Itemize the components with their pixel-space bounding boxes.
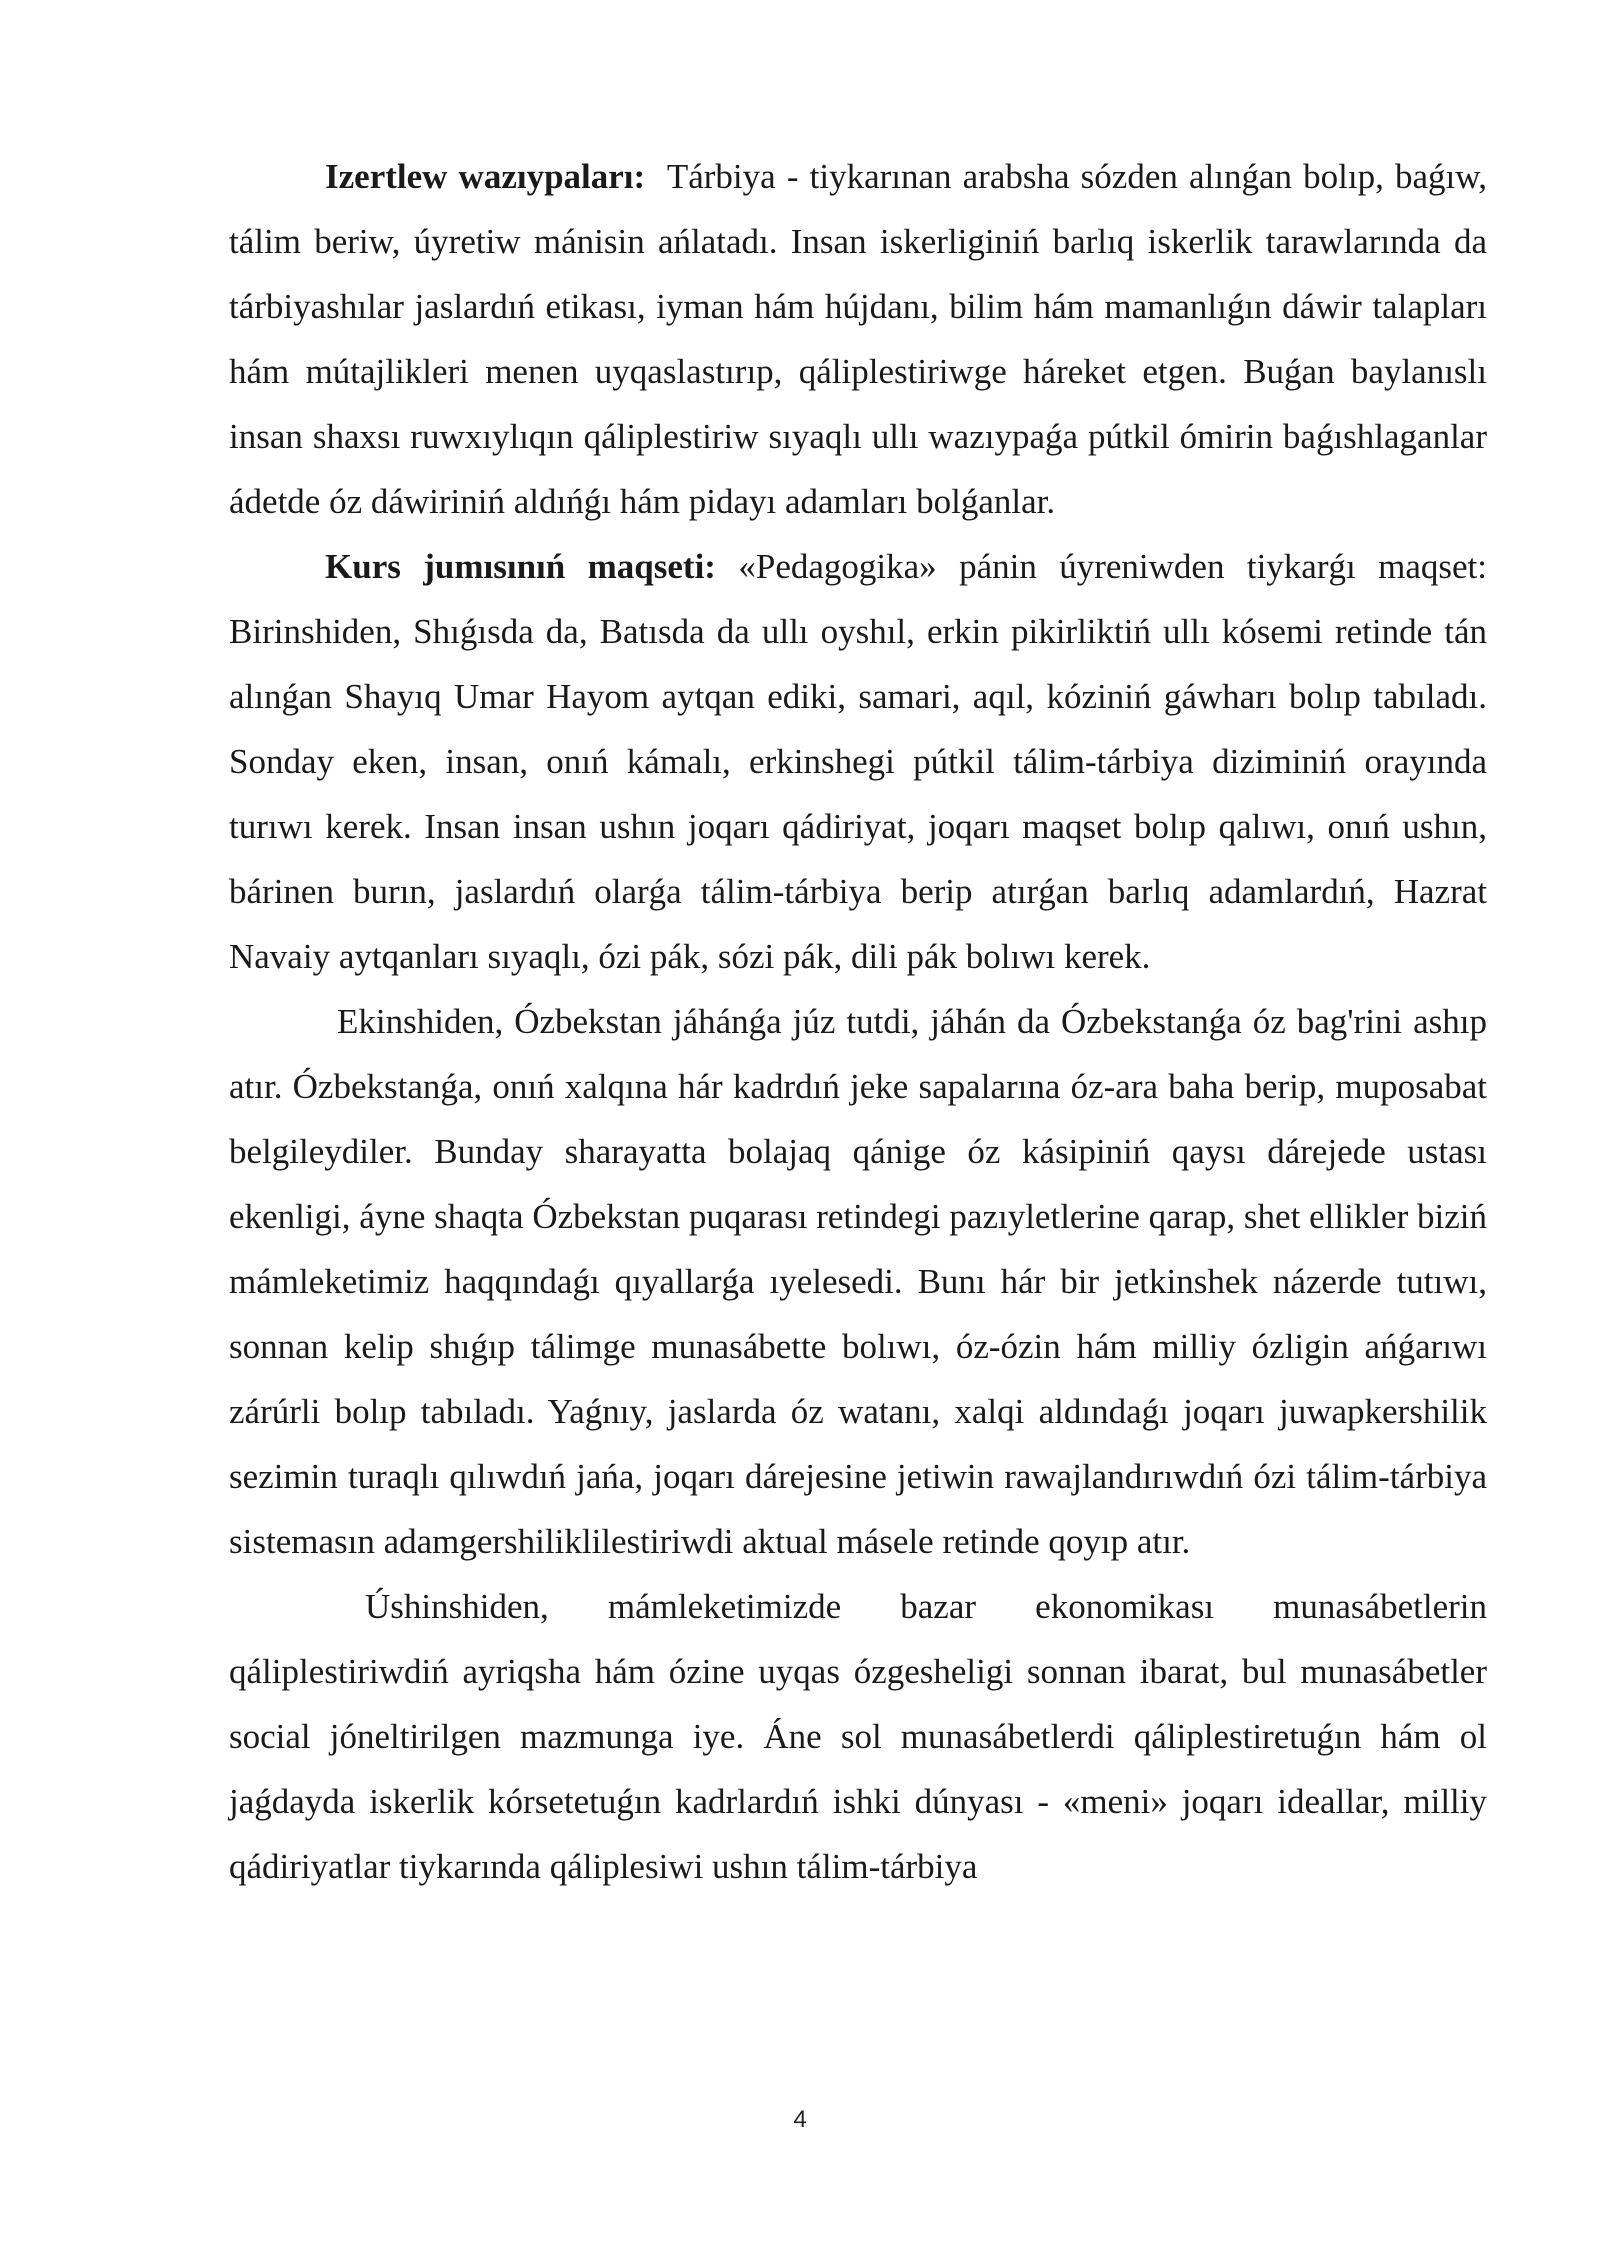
paragraph-second xyxy=(229,989,1487,1574)
body-text xyxy=(229,144,1487,1899)
paragraph-third xyxy=(229,1574,1487,1899)
page-number: 4 xyxy=(793,2106,807,2133)
paragraph-body: «Pedagogika» pánin úyreniwden tiykarǵı maqset: Birinshiden, Shıǵısda da, Batısda da ullı oyshıl, erkin pikirliktiń ullı kósemi retinde tán alınǵan Shayıq Umar Hayom aytqan ediki, samari, aqıl, kóziniń gáwharı bolıp tabıladı. Sonday eken, insan, onıń kámalı, erkinshegi pútkil tálim-tárbiya diziminiń orayında turıwı kerek. Insan insan ushın joqarı qádiriyat, joqarı maqset bolıp qalıwı, onıń ushın, bárinen burın, jaslardıń olarǵa tálim-tárbiya berip atırǵan barlıq adamlardıń, Hazrat Navaiy aytqanları sıyaqlı, ózi pák, sózi pák, dili pák bolıwı kerek. xyxy=(229,547,1487,976)
heading-course-goal: Kurs jumısınıń maqseti: xyxy=(325,547,716,586)
paragraph-course-goal xyxy=(229,534,1487,989)
paragraph-research-tasks xyxy=(229,144,1487,534)
paragraph-body: Tárbiya - tiykarınan arabsha sózden alınǵan bolıp, baǵıw, tálim beriw, úyretiw mánisin ańlatadı. Insan iskerliginiń barlıq iskerlik tarawlarında da tárbiyashılar jaslardıń etikası, iyman hám hújdanı, bilim hám mamanlıǵın dáwir talapları hám mútajlikleri menen uyqaslastırıp, qáliplestiriwge háreket etgen. Buǵan baylanıslı insan shaxsı ruwxıylıqın qáliplestiriw sıyaqlı ullı wazıypaǵa pútkil ómirin baǵıshlaganlar ádetde óz dáwiriniń aldıńǵı hám pidayı adamları bolǵanlar. xyxy=(229,157,1487,521)
heading-research-tasks: Izertlew wazıypaları: xyxy=(325,157,646,196)
paragraph-body: Úshinshiden, mámleketimizde bazar ekonomikası munasábetlerin qáliplestiriwdiń ayriqsha hám ózine uyqas ózgesheligi sonnan ibarat, bul munasábetler social jóneltirilgen mazmunga iye. Áne sol munasábetlerdi qáliplestiretuǵın hám ol jaǵdayda iskerlik kórsetetuǵın kadrlardıń ishki dúnyası - «meni» joqarı ideallar, milliy qádiriyatlar tiykarında qáliplesiwi ushın tálim-tárbiya xyxy=(229,1587,1487,1886)
paragraph-body: Ekinshiden, Ózbekstan jáhánǵa júz tutdi, jáhán da Ózbekstanǵa óz bag'rini ashıp atır. Ózbekstanǵa, onıń xalqına hár kadrdıń jeke sapalarına óz-ara baha berip, muposabat belgileydiler. Bunday sharayatta bolajaq qánige óz kásipiniń qaysı dárejede ustası ekenligi, áyne shaqta Ózbekstan puqarası retindegi pazıyletlerine qarap, shet ellikler biziń mámleketimiz haqqındaǵı qıyallarǵa ıyelesedi. Bunı hár bir jetkinshek názerde tutıwı, sonnan kelip shıǵıp tálimge munasábette bolıwı, óz-ózin hám milliy ózligin ańǵarıwı zárúrli bolıp tabıladı. Yaǵnıy, jaslarda óz watanı, xalqi aldındaǵı joqarı juwapkershilik sezimin turaqlı qılıwdıń jańa, joqarı dárejesine jetiwin rawajlandırıwdıń ózi tálim-tárbiya sistemasın adamgershiliklilestiriwdi aktual másele retinde qoyıp atır. xyxy=(229,1002,1487,1561)
